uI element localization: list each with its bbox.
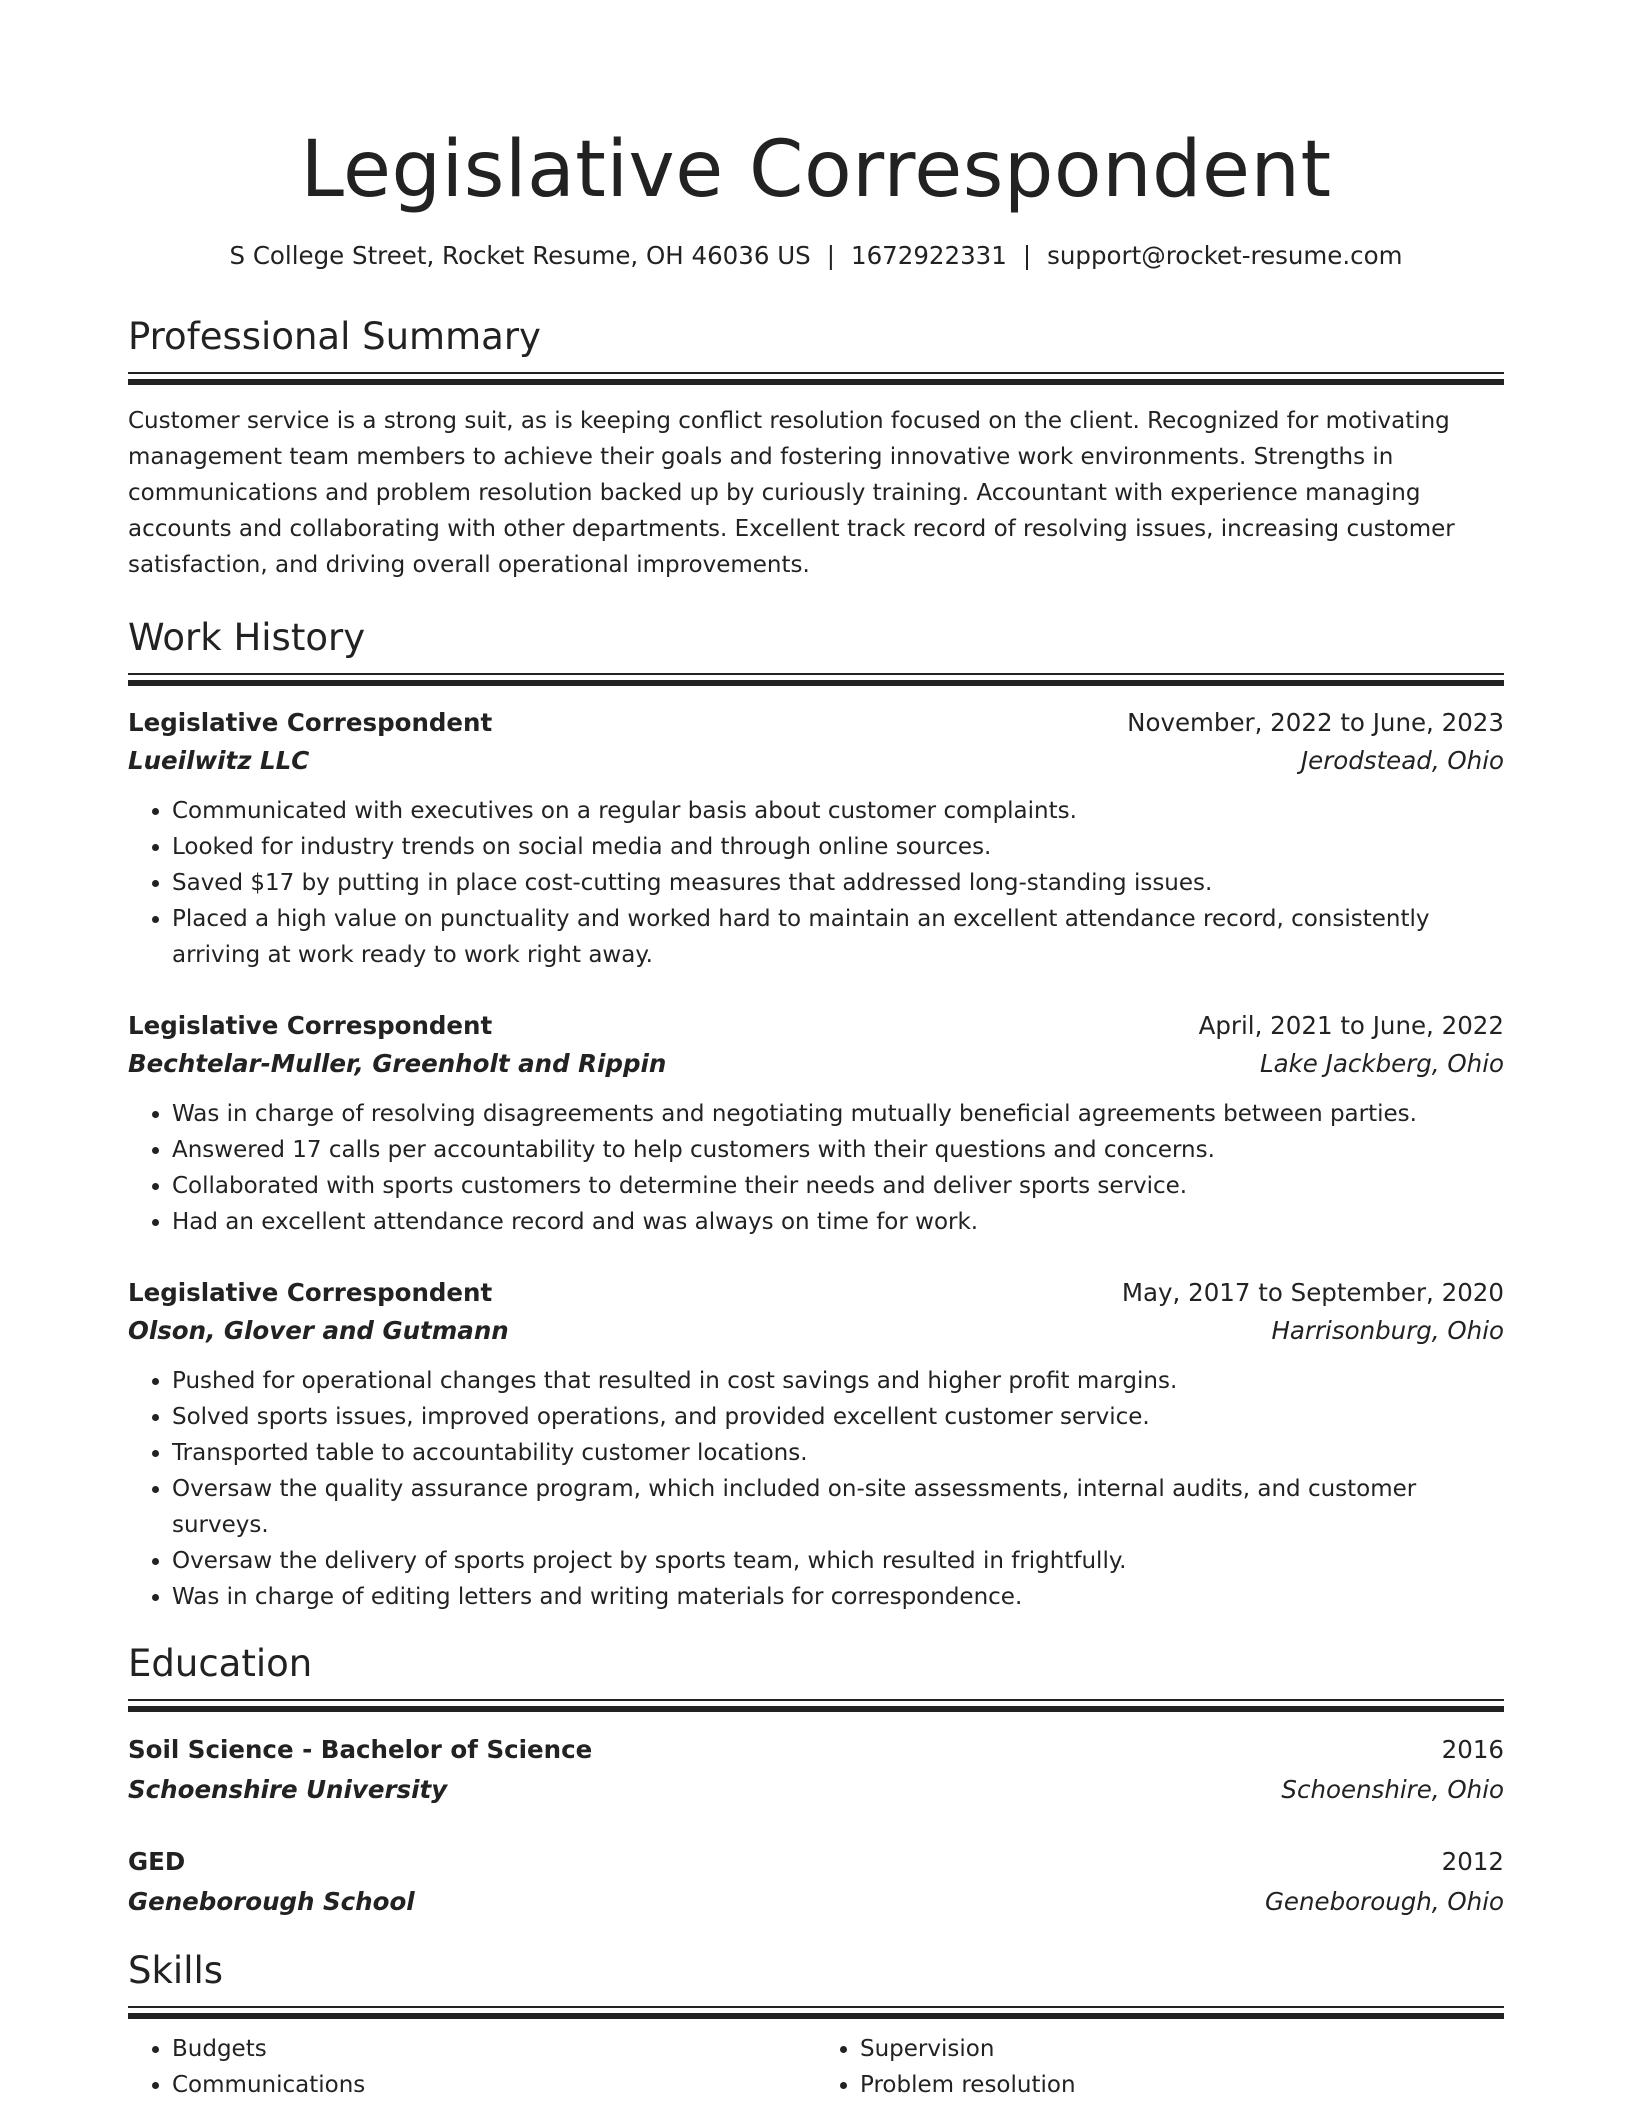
section-divider <box>128 372 1504 374</box>
skill-item: • Supervision <box>860 2031 1504 2067</box>
job-bullets <box>128 1363 1504 1615</box>
job-location: Lake Jackberg, Ohio <box>1259 1049 1504 1078</box>
education-location: Geneborough, Ohio <box>1264 1887 1504 1916</box>
job-entry <box>128 1007 1504 1240</box>
contact-separator: | <box>826 241 835 270</box>
summary-section <box>128 314 1504 583</box>
job-title: Legislative Correspondent <box>128 1278 493 1307</box>
skills-section <box>128 1948 1504 2103</box>
skills-column-left <box>128 2031 816 2103</box>
job-location: Jerodstead, Ohio <box>1300 746 1504 775</box>
education-location: Schoenshire, Ohio <box>1281 1775 1504 1804</box>
contact-phone: 1672922331 <box>850 241 1007 270</box>
list-item: • Placed a high value on punctuality and worked hard to maintain an excellent attendance record, consistently arriving at work ready to work right away. <box>172 901 1504 973</box>
list-item: • Transported table to accountability customer locations. <box>172 1435 1504 1471</box>
skill-item: • Communications <box>172 2067 816 2103</box>
list-item: • Was in charge of editing letters and writing materials for correspondence. <box>172 1579 1504 1615</box>
contact-separator: | <box>1022 241 1032 270</box>
job-bullets <box>128 1096 1504 1240</box>
job-title: Legislative Correspondent <box>128 1011 493 1040</box>
education-school: Geneborough School <box>128 1887 415 1916</box>
job-company: Olson, Glover and Gutmann <box>128 1316 509 1345</box>
job-dates: April, 2021 to June, 2022 <box>1198 1011 1504 1040</box>
section-divider-thick <box>128 1706 1504 1712</box>
education-year: 2016 <box>1441 1735 1504 1764</box>
job-company: Lueilwitz LLC <box>128 746 310 775</box>
job-dates: November, 2022 to June, 2023 <box>1127 708 1504 737</box>
section-title: Professional Summary <box>128 315 541 358</box>
section-divider-thick <box>128 379 1504 385</box>
list-item: • Collaborated with sports customers to determine their needs and deliver sports service. <box>172 1168 1504 1204</box>
job-location: Harrisonburg, Ohio <box>1271 1316 1504 1345</box>
contact-address: S College Street, Rocket Resume, OH 46036 US <box>229 241 811 270</box>
skill-item: • Budgets <box>172 2031 816 2067</box>
education-entry <box>128 1842 1504 1922</box>
education-section <box>128 1641 1504 1922</box>
section-divider-thick <box>128 680 1504 686</box>
education-degree: Soil Science - Bachelor of Science <box>128 1735 593 1764</box>
section-divider <box>128 1699 1504 1701</box>
job-entry <box>128 1274 1504 1615</box>
education-year: 2012 <box>1441 1847 1504 1876</box>
list-item: • Pushed for operational changes that resulted in cost savings and higher profit margins. <box>172 1363 1504 1399</box>
section-title: Skills <box>128 1949 224 1992</box>
skill-item: • Problem resolution <box>860 2067 1504 2103</box>
list-item: • Solved sports issues, improved operations, and provided excellent customer service. <box>172 1399 1504 1435</box>
contact-email: support@rocket-resume.com <box>1047 241 1403 270</box>
section-divider <box>128 673 1504 675</box>
section-divider <box>128 2006 1504 2008</box>
skills-column-right <box>816 2031 1504 2103</box>
list-item: • Communicated with executives on a regular basis about customer complaints. <box>172 793 1504 829</box>
list-item: • Looked for industry trends on social media and through online sources. <box>172 829 1504 865</box>
job-bullets <box>128 793 1504 973</box>
resume-page <box>128 0 1504 2103</box>
list-item: • Oversaw the quality assurance program, which included on-site assessments, internal audits, and customer surveys. <box>172 1471 1504 1543</box>
job-entry <box>128 704 1504 973</box>
section-title: Education <box>128 1642 313 1685</box>
list-item: • Answered 17 calls per accountability to help customers with their questions and concerns. <box>172 1132 1504 1168</box>
education-degree: GED <box>128 1847 186 1876</box>
section-divider-thick <box>128 2013 1504 2019</box>
work-history-section <box>128 615 1504 1615</box>
job-title: Legislative Correspondent <box>128 708 493 737</box>
education-entry <box>128 1730 1504 1810</box>
education-school: Schoenshire University <box>128 1775 448 1804</box>
list-item: • Was in charge of resolving disagreements and negotiating mutually beneficial agreements between parties. <box>172 1096 1504 1132</box>
candidate-name: Legislative Correspondent <box>300 125 1332 215</box>
list-item: • Saved $17 by putting in place cost-cutting measures that addressed long-standing issues. <box>172 865 1504 901</box>
job-dates: May, 2017 to September, 2020 <box>1121 1278 1504 1307</box>
job-company: Bechtelar-Muller, Greenholt and Rippin <box>128 1049 667 1078</box>
list-item: • Had an excellent attendance record and was always on time for work. <box>172 1204 1504 1240</box>
contact-line <box>128 240 1504 272</box>
summary-text: Customer service is a strong suit, as is keeping conflict resolution focused on the client. Recognized for motivating management team members to achieve their goals and fostering innovative work environments. Strengths in communications and problem resolution backed up by curiously training. Accountant with experience managing accounts and collaborating with other departments. Excellent track record of resolving issues, increasing customer satisfaction, and driving overall operational improvements. <box>128 408 1455 578</box>
skills-grid <box>128 2031 1504 2103</box>
list-item: • Oversaw the delivery of sports project by sports team, which resulted in frightfully. <box>172 1543 1504 1579</box>
section-title: Work History <box>128 616 366 659</box>
